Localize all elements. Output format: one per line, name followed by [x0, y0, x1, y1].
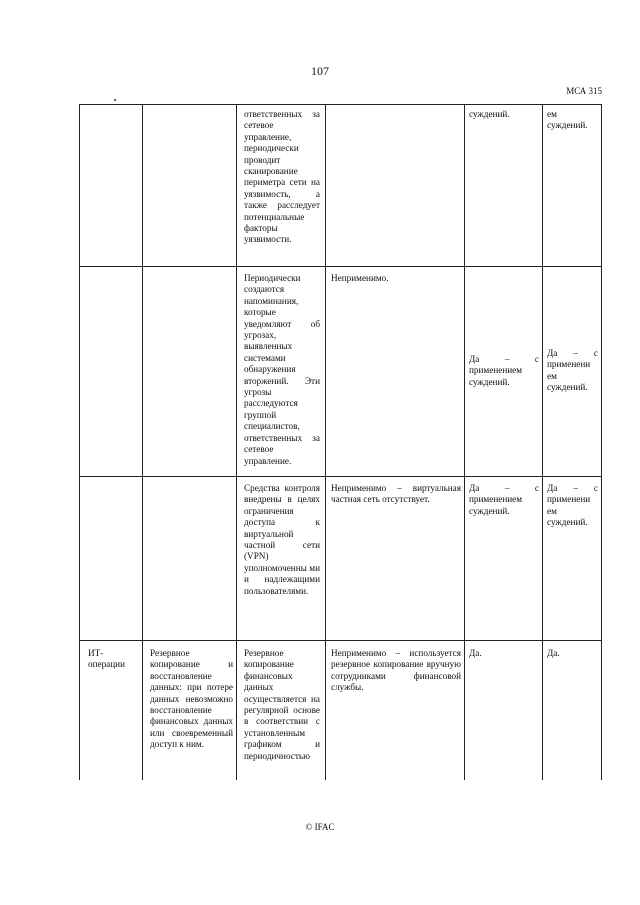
column-divider-2: [236, 104, 237, 780]
table-cell: Неприменимо.: [331, 273, 389, 283]
table-border-top: [79, 104, 601, 105]
column-divider-3: [325, 104, 326, 780]
table-cell: Неприменимо – виртуальная частная сеть отсутствует.: [331, 483, 461, 505]
footer-copyright: © IFAC: [305, 822, 335, 832]
page-number: 107: [311, 64, 329, 78]
table-cell: Да – с применением суждений.: [469, 354, 539, 387]
scan-speck: [114, 99, 116, 101]
table-cell: ем суждений.: [547, 109, 588, 131]
document-code: МСА 315: [566, 86, 602, 96]
column-divider-1: [142, 104, 143, 780]
column-divider-5: [542, 104, 543, 780]
table-cell: Средства контроля внедрены в целях ограничения доступа к виртуальной частной сети (VPN) уполномоченны ми и надлежащими пользователями.: [244, 483, 320, 596]
table-cell: Периодически создаются напоминания, которые уведомляют об угрозах, выявленных системами обнаружения вторжений. Эти угрозы расследуются группой специалистов, ответственных за сетевое управление.: [244, 273, 320, 466]
table-border-right: [601, 104, 602, 780]
table-cell: Да.: [547, 648, 560, 658]
table-cell: Неприменимо – используется резервное копирование вручную сотрудниками финансовой службы.: [331, 648, 461, 693]
table-cell: ИТ-операции: [88, 648, 126, 670]
table-border-left: [79, 104, 80, 780]
table-cell: ответственных за сетевое управление, периодически проводит сканирование периметра сети на уязвимость, а также расследует потенциальные факторы уязвимости.: [244, 109, 320, 245]
row-divider-2: [79, 476, 601, 477]
table-cell: Да – с применени ем суждений.: [547, 348, 598, 393]
table-cell: Да.: [469, 648, 482, 658]
table-cell: Да – с применением суждений.: [469, 483, 539, 516]
table-cell: Да – с применени ем суждений.: [547, 483, 598, 528]
table-cell: Резервное копирование финансовых данных осуществляется на регулярной основе в соответствии с установленным графиком и периодичностью: [244, 648, 320, 761]
table-cell: Резервное копирование и восстановление данных: при потере данных невозможно восстановление финансовых данных или своевременный доступ к ним.: [150, 648, 233, 750]
row-divider-3: [79, 640, 601, 641]
column-divider-4: [464, 104, 465, 780]
row-divider-1: [79, 266, 601, 267]
table-cell: суждений.: [469, 109, 510, 119]
